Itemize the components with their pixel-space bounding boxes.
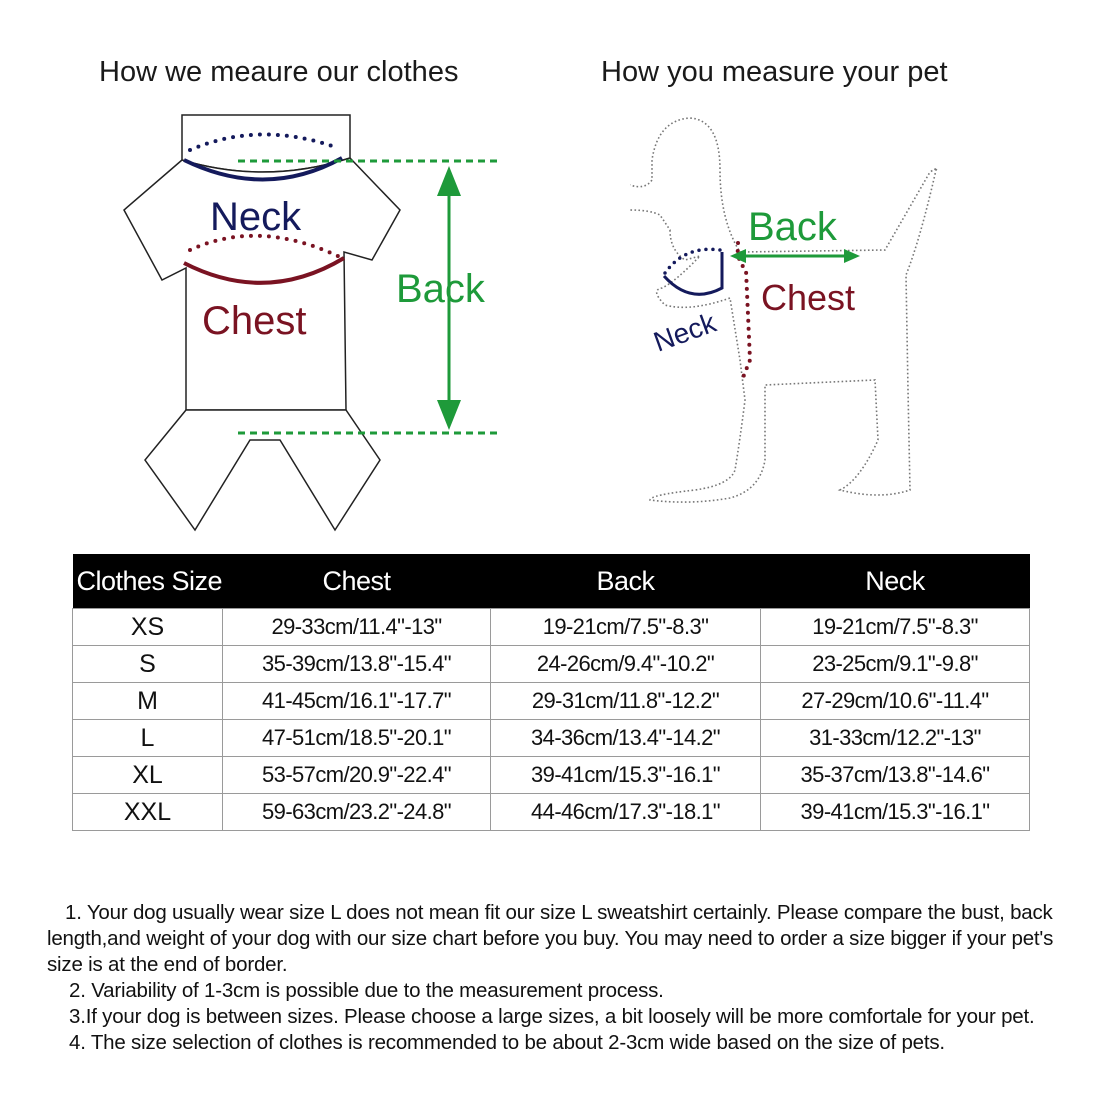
dog-measurement-diagram — [630, 100, 960, 520]
size-cell: S — [73, 646, 223, 683]
size-cell: XL — [73, 757, 223, 794]
size-cell: L — [73, 720, 223, 757]
header-chest: Chest — [223, 554, 491, 609]
back-cell: 29-31cm/11.8"-12.2" — [491, 683, 761, 720]
dog-neck-solid-arc — [664, 252, 722, 294]
table-row — [73, 683, 1030, 720]
table-row — [73, 720, 1030, 757]
back-cell: 34-36cm/13.4"-14.2" — [491, 720, 761, 757]
back-arrow-up-head — [437, 166, 461, 196]
clothes-chest-label: Chest — [202, 299, 307, 343]
table-row — [73, 757, 1030, 794]
note-4: 4. The size selection of clothes is recommended to be about 2-3cm wide based on the size of pets. — [69, 1031, 945, 1054]
back-cell: 39-41cm/15.3"-16.1" — [491, 757, 761, 794]
header-neck: Neck — [761, 554, 1030, 609]
neck-cell: 27-29cm/10.6"-11.4" — [761, 683, 1030, 720]
neck-cell: 19-21cm/7.5"-8.3" — [761, 609, 1030, 646]
back-arrow-down-head — [437, 400, 461, 430]
clothes-back-label: Back — [396, 267, 485, 311]
chest-cell: 47-51cm/18.5"-20.1" — [223, 720, 491, 757]
neck-cell: 39-41cm/15.3"-16.1" — [761, 794, 1030, 831]
dog-chest-label: Chest — [761, 277, 856, 318]
clothes-measurement-diagram — [110, 100, 510, 540]
chest-cell: 35-39cm/13.8"-15.4" — [223, 646, 491, 683]
size-chart-table — [72, 554, 1030, 831]
table-row — [73, 794, 1030, 831]
back-cell: 44-46cm/17.3"-18.1" — [491, 794, 761, 831]
dog-chest-dotted-line — [738, 243, 750, 380]
size-cell: M — [73, 683, 223, 720]
neck-cell: 35-37cm/13.8"-14.6" — [761, 757, 1030, 794]
chest-cell: 53-57cm/20.9"-22.4" — [223, 757, 491, 794]
sizing-notes — [47, 900, 1077, 1056]
back-cell: 24-26cm/9.4"-10.2" — [491, 646, 761, 683]
dog-neck-dotted-arc — [665, 249, 720, 273]
size-cell: XXL — [73, 794, 223, 831]
pet-measure-heading: How you measure your pet — [601, 56, 948, 88]
chest-cell: 41-45cm/16.1"-17.7" — [223, 683, 491, 720]
table-row — [73, 609, 1030, 646]
back-cell: 19-21cm/7.5"-8.3" — [491, 609, 761, 646]
table-header-row — [73, 554, 1030, 609]
dog-neck-label: Neck — [649, 306, 721, 358]
chest-cell: 59-63cm/23.2"-24.8" — [223, 794, 491, 831]
header-back: Back — [491, 554, 761, 609]
header-clothes-size: Clothes Size — [73, 554, 223, 609]
note-3: 3.If your dog is between sizes. Please choose a large sizes, a bit loosely will be more comfortale for your pet. — [69, 1005, 1035, 1028]
note-1: 1. Your dog usually wear size L does not mean fit our size L sweatshirt certainly. Please compare the bust, back length,and weight of your dog with our size chart before you buy. You may need to order a size bigger if your pet's size is at the end of border. — [47, 901, 1054, 976]
clothes-neck-label: Neck — [210, 195, 302, 239]
chest-cell: 29-33cm/11.4"-13" — [223, 609, 491, 646]
neck-cell: 23-25cm/9.1"-9.8" — [761, 646, 1030, 683]
clothes-measure-heading: How we meaure our clothes — [99, 56, 459, 88]
neck-cell: 31-33cm/12.2"-13" — [761, 720, 1030, 757]
dog-back-label: Back — [748, 205, 837, 249]
table-row — [73, 646, 1030, 683]
note-2: 2. Variability of 1-3cm is possible due to the measurement process. — [69, 979, 664, 1002]
size-cell: XS — [73, 609, 223, 646]
